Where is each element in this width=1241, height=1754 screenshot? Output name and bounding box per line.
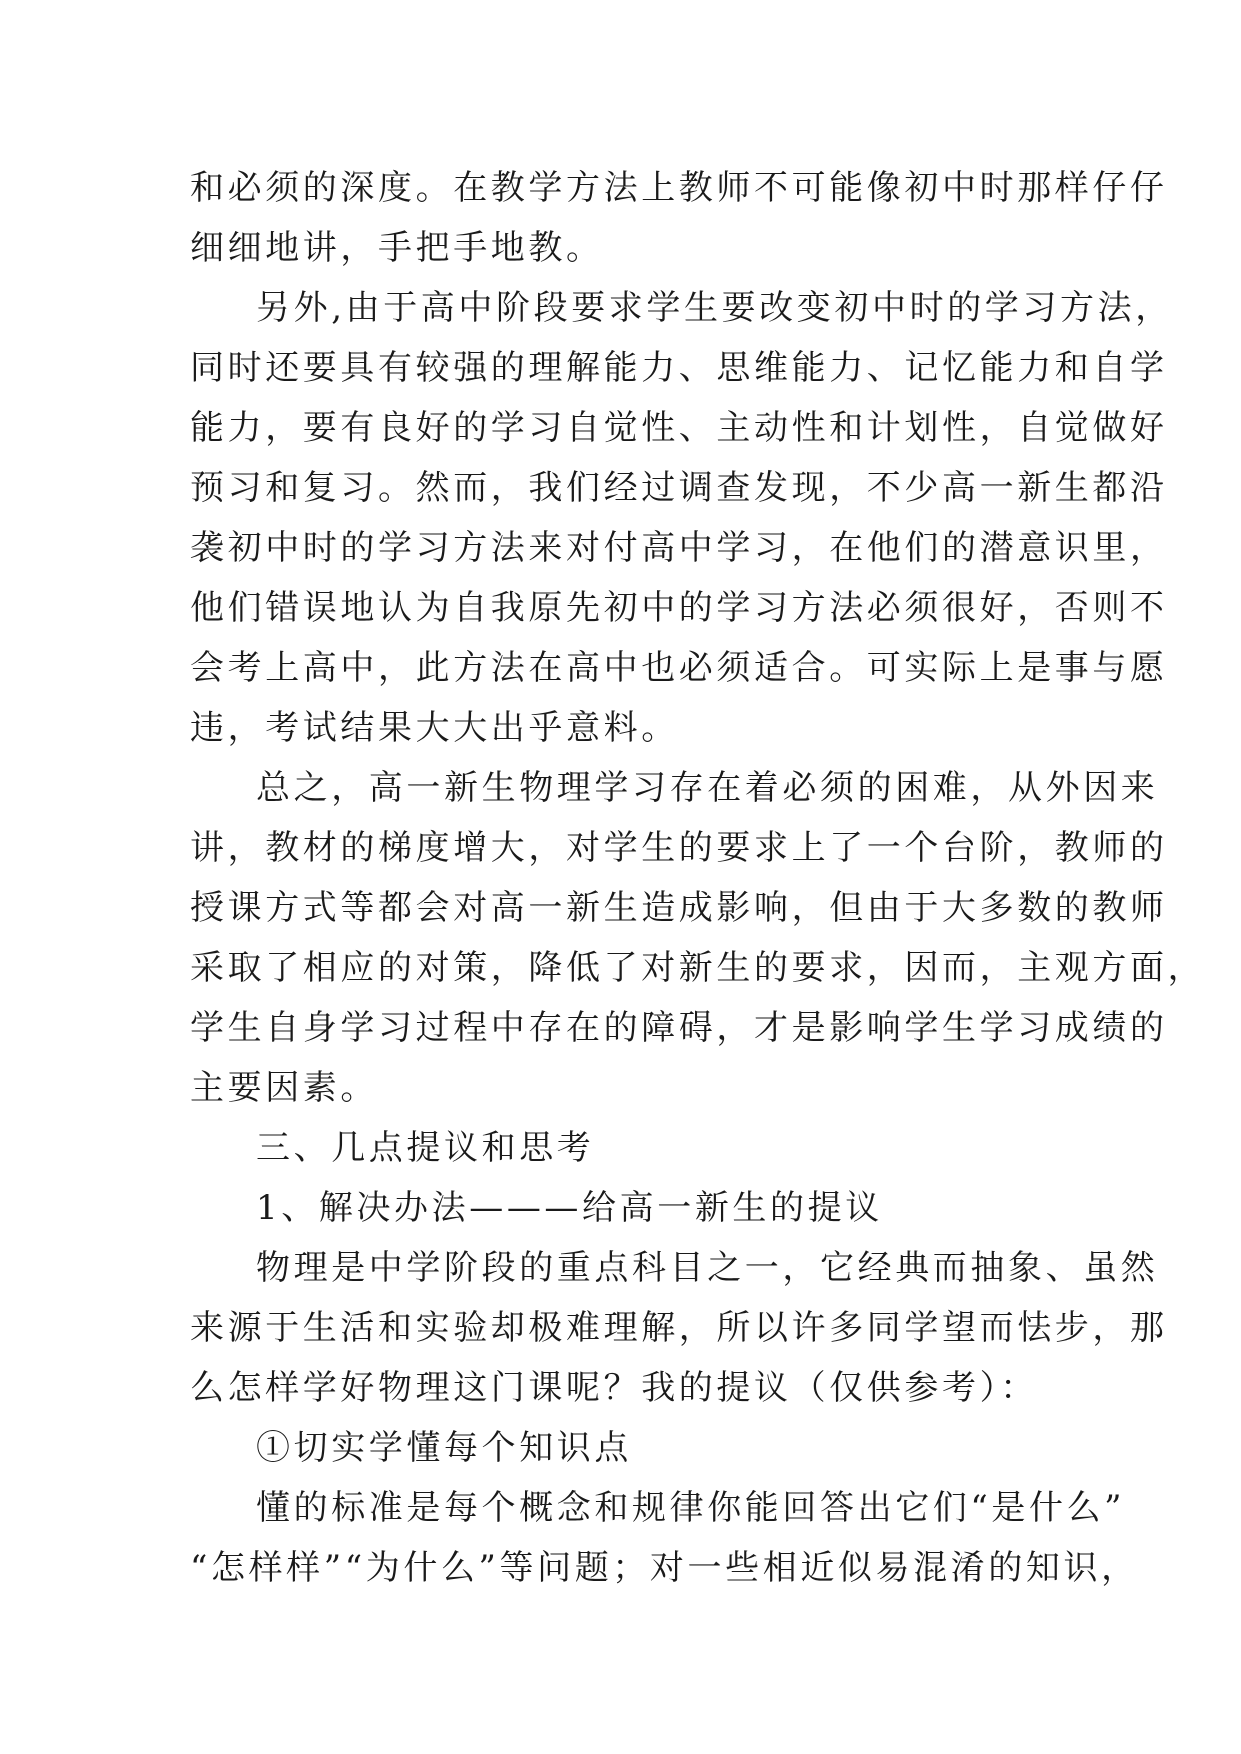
text-line: 能力，要有良好的学习自觉性、主动性和计划性，自觉做好 xyxy=(190,408,1168,448)
text-line: 和必须的深度。在教学方法上教师不可能像初中时那样仔仔 xyxy=(190,168,1168,208)
text-line: 么怎样学好物理这门课呢？我的提议（仅供参考）： xyxy=(190,1368,1038,1408)
text-line: 主要因素。 xyxy=(190,1068,378,1108)
text-line: 总之，高一新生物理学习存在着必须的困难，从外因来 xyxy=(256,768,1159,808)
subsection-heading: 1、解决办法———给高一新生的提议 xyxy=(256,1188,883,1228)
text-line: 预习和复习。然而，我们经过调查发现，不少高一新生都沿 xyxy=(190,468,1168,508)
text-line: 讲，教材的梯度增大，对学生的要求上了一个台阶，教师的 xyxy=(190,828,1168,868)
text-line: 会考上高中，此方法在高中也必须适合。可实际上是事与愿 xyxy=(190,648,1168,688)
text-line: 他们错误地认为自我原先初中的学习方法必须很好，否则不 xyxy=(190,588,1168,628)
section-heading: 三、几点提议和思考 xyxy=(256,1128,595,1168)
document-body xyxy=(190,158,1206,1598)
list-item-heading: ①切实学懂每个知识点 xyxy=(256,1428,632,1468)
text-line: 授课方式等都会对高一新生造成影响，但由于大多数的教师 xyxy=(190,888,1168,928)
text-line: 来源于生活和实验却极难理解，所以许多同学望而怯步，那 xyxy=(190,1308,1168,1348)
text-line: 物理是中学阶段的重点科目之一，它经典而抽象、虽然 xyxy=(256,1248,1159,1288)
text-line: 学生自身学习过程中存在的障碍，才是影响学生学习成绩的 xyxy=(190,1008,1168,1048)
text-line: 懂的标准是每个概念和规律你能回答出它们“是什么” xyxy=(256,1488,1126,1528)
text-line: 同时还要具有较强的理解能力、思维能力、记忆能力和自学 xyxy=(190,348,1168,388)
text-line: 细细地讲，手把手地教。 xyxy=(190,228,604,268)
text-line: 另外,由于高中阶段要求学生要改变初中时的学习方法， xyxy=(256,288,1173,328)
text-line: “怎样样”“为什么”等问题；对一些相近似易混淆的知识， xyxy=(190,1548,1139,1588)
text-line: 违，考试结果大大出乎意料。 xyxy=(190,708,679,748)
text-line: 采取了相应的对策，降低了对新生的要求，因而，主观方面， xyxy=(190,948,1206,988)
text-line: 袭初中时的学习方法来对付高中学习，在他们的潜意识里， xyxy=(190,528,1168,568)
